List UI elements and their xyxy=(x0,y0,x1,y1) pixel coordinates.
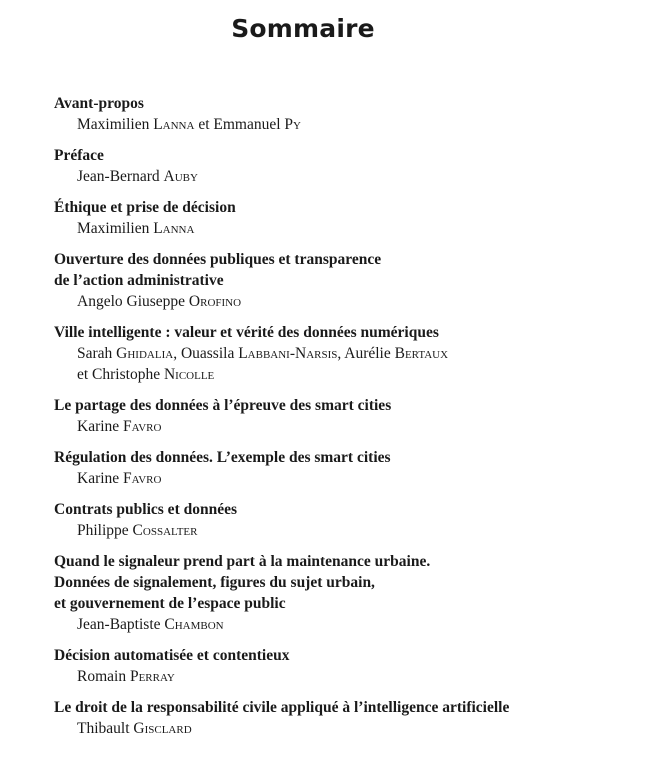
toc-entry xyxy=(54,249,624,312)
author-text: Romain xyxy=(77,668,130,685)
chapter-title: de l’action administrative xyxy=(54,272,224,289)
author-text: et Emmanuel xyxy=(194,116,285,133)
author-surname: Lanna xyxy=(153,220,195,237)
author-surname: Labbani-Narsis xyxy=(238,345,338,362)
toc-entry xyxy=(54,499,624,541)
chapter-title: Décision automatisée et contentieux xyxy=(54,647,290,664)
author-text: Karine xyxy=(77,470,124,487)
chapter-authors xyxy=(54,364,624,385)
author-surname: Nicolle xyxy=(163,366,215,383)
toc-entry xyxy=(54,395,624,437)
author-text: Karine xyxy=(77,418,124,435)
author-surname: Cossalter xyxy=(132,522,198,539)
toc-entry xyxy=(54,697,624,739)
author-surname: Lanna xyxy=(153,116,195,133)
chapter-title: Contrats publics et données xyxy=(54,501,238,518)
toc-entry xyxy=(54,645,624,687)
toc-entry xyxy=(54,322,624,385)
chapter-title: Quand le signaleur prend part à la maintenance urbaine. xyxy=(54,553,431,570)
chapter-title: Le partage des données à l’épreuve des smart cities xyxy=(54,397,392,414)
chapter-title: Préface xyxy=(54,147,104,164)
chapter-authors xyxy=(54,614,624,635)
chapter-authors xyxy=(54,468,624,489)
chapter-authors xyxy=(54,666,624,687)
chapter-title: Données de signalement, figures du sujet urbain, xyxy=(54,574,375,591)
chapter-authors xyxy=(54,343,624,364)
author-text: Maximilien xyxy=(77,220,154,237)
author-text: Jean-Baptiste xyxy=(77,616,165,633)
author-surname: Py xyxy=(284,116,301,133)
chapter-authors xyxy=(54,718,624,739)
author-surname: Auby xyxy=(163,168,198,185)
author-text: et Christophe xyxy=(77,366,164,383)
author-text: Maximilien xyxy=(77,116,154,133)
chapter-title: Ouverture des données publiques et transparence xyxy=(54,251,382,268)
author-text: Thibault xyxy=(77,720,134,737)
author-text: Angelo Giuseppe xyxy=(77,293,189,310)
author-text: , Ouassila xyxy=(173,345,239,362)
chapter-authors xyxy=(54,218,624,239)
toc-entry xyxy=(54,93,624,135)
chapter-title: Éthique et prise de décision xyxy=(54,199,236,216)
author-surname: Orofino xyxy=(188,293,242,310)
toc-entry xyxy=(54,145,624,187)
chapter-authors xyxy=(54,416,624,437)
toc-entry xyxy=(54,551,624,635)
chapter-title: Le droit de la responsabilité civile appliqué à l’intelligence artificielle xyxy=(54,699,510,716)
author-text: Jean-Bernard xyxy=(77,168,164,185)
author-surname: Perray xyxy=(129,668,175,685)
page-title: Sommaire xyxy=(231,14,375,43)
author-text: Philippe xyxy=(77,522,133,539)
chapter-authors xyxy=(54,520,624,541)
toc-entry xyxy=(54,197,624,239)
author-surname: Bertaux xyxy=(394,345,449,362)
chapter-title: et gouvernement de l’espace public xyxy=(54,595,286,612)
chapter-authors xyxy=(54,114,624,135)
toc-entry xyxy=(54,447,624,489)
chapter-title: Ville intelligente : valeur et vérité des données numériques xyxy=(54,324,439,341)
author-surname: Gisclard xyxy=(133,720,192,737)
author-text: Sarah xyxy=(77,345,117,362)
author-text: , Aurélie xyxy=(337,345,395,362)
chapter-title: Avant-propos xyxy=(54,95,144,112)
author-surname: Chambon xyxy=(164,616,224,633)
table-of-contents xyxy=(54,93,624,739)
author-surname: Favro xyxy=(123,470,162,487)
author-surname: Ghidalia xyxy=(116,345,174,362)
chapter-authors xyxy=(54,166,624,187)
author-surname: Favro xyxy=(123,418,162,435)
chapter-authors xyxy=(54,291,624,312)
chapter-title: Régulation des données. L’exemple des smart cities xyxy=(54,449,391,466)
